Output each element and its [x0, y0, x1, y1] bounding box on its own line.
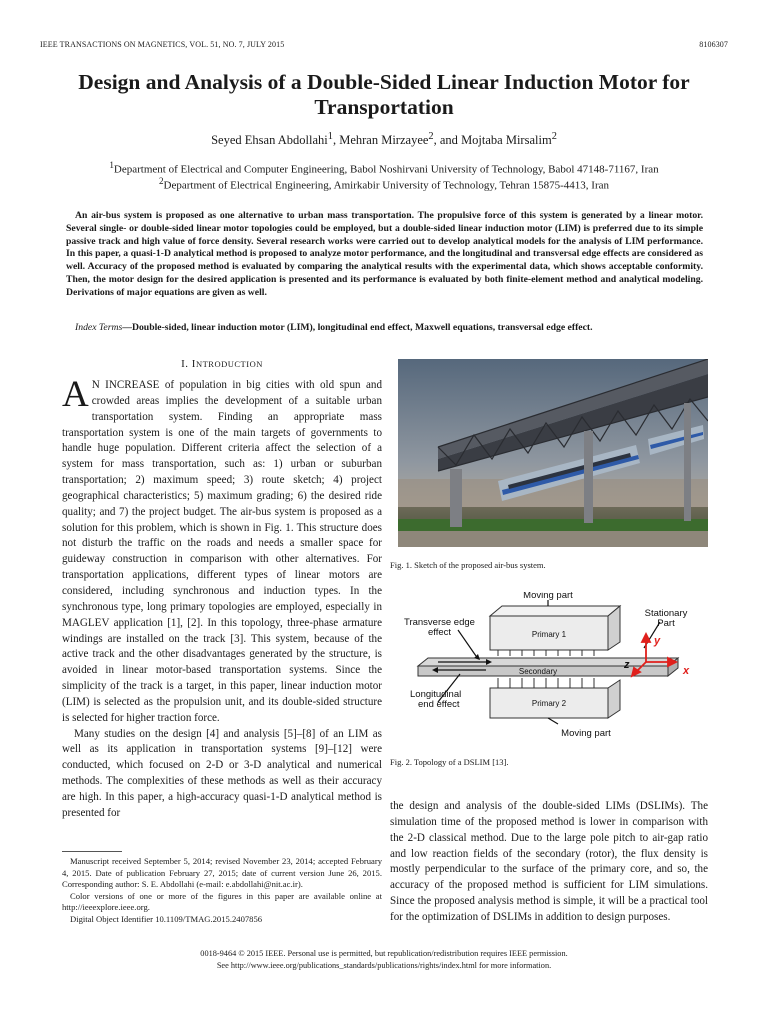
section-heading — [62, 358, 382, 370]
section-title: NTRODUCTION — [195, 359, 263, 369]
journal-header: IEEE TRANSACTIONS ON MAGNETICS, VOL. 51, NO. 7, JULY 2015 — [40, 40, 285, 49]
figure-1-caption: Fig. 1. Sketch of the proposed air-bus system. — [390, 560, 546, 570]
intro-paragraph-text: N INCREASE of population in big cities with old spun and crowded areas implies the development of a suitable urban transportation system. Finding an appropriate mass transportation system is one of the main targets of governments to handle huge population. Different criteria affect the selection of a system for mass transportation, such as: 1) urban or suburban transportation; 2) maximum speed; 3) route sketch; 4) project geographical characteristics; 5) maximum grading; 6) the desired ride quality; and 7) the project budget. The air-bus system is proposed as a solution for this problem, which is shown in Fig. 1. This structure does not disturb the traffic on the roads and needs a smaller space for guideway construction in comparison with other alternatives. For transportation applications, different types of linear motors are considered, including synchronous and induction types. In the synchronous type, long primary topologies are employed, especially in MAGLEV application [1], [2]. In this topology, three-phase armature windings are installed on the track [3]. This system, because of the active track and the other disadvantages generated by the structure, is avoided in linear motor-based transportation systems. Since the simplicity of the track is a target, in this paper, linear induction motor (LIM) is selected as the propulsion unit, and its double-sided structure is selected for higher traction force. — [62, 379, 382, 724]
right-column-paragraph: the design and analysis of the double-sided LIMs (DSLIMs). The simulation time of the proposed method is lower in comparison with the 2-D classical method. Due to the large pole pitch to air-gap ratio and low reaction fields of the secondary (rotor), the flux density is mostly perpendicular to the surface of the primary core, and so, the accuracy of the proposed method is sufficient for LIM simulations. Since the proposed analysis method is simple, it will be a practical tool for the optimization of DSLIMs in addition to design purposes. — [390, 800, 708, 923]
intro-paragraph — [62, 374, 382, 727]
left-column-body — [62, 374, 382, 822]
footnote-doi: Digital Object Identifier 10.1109/TMAG.2015.2407856 — [70, 913, 263, 924]
figure-2-diagram — [398, 592, 708, 742]
author-name: Mojtaba Mirsalim — [461, 133, 552, 148]
index-terms-text: —Double-sided, linear induction motor (LIM), longitudinal end effect, Maxwell equations, transversal edge effect. — [122, 322, 593, 333]
drop-cap: A — [62, 374, 89, 415]
affiliation-mark: 2 — [158, 176, 164, 186]
figure-2-caption: Fig. 2. Topology of a DSLIM [13]. — [390, 757, 509, 767]
author-separator: , and — [433, 133, 462, 148]
air-bus-illustration — [398, 359, 708, 547]
figure-1-image — [398, 359, 708, 547]
copyright-link-line: See http://www.ieee.org/publications_standards/publications/rights/index.html for more information. — [216, 961, 552, 970]
footnote-rule — [62, 851, 122, 852]
affiliation — [40, 160, 728, 176]
dslim-topology — [398, 592, 708, 742]
label-moving-part-bottom: Moving part — [561, 728, 611, 739]
axis-z-label: z — [624, 659, 630, 671]
author-separator: , — [332, 133, 340, 148]
body-paragraph: Many studies on the design [4] and analysis [5]–[8] of an LIM as well as its application in transportation systems [9]–[12] were conducted, which focused on 2-D or 3-D analytical and numerical methods. The complexities of these methods as well as their accuracy are high. In this paper, a high-accuracy quasi-1-D analytical method is presented for — [62, 727, 382, 819]
affiliation-text: Department of Electrical Engineering, Amirkabir University of Technology, Tehran 15875-4413, Iran — [163, 179, 610, 192]
author-name: Seyed Ehsan Abdollahi — [211, 133, 328, 148]
label-stationary: Stationary — [644, 608, 688, 619]
label-longitudinal: Longitudinal — [410, 689, 462, 700]
index-terms-label: Index Terms — [75, 322, 123, 333]
axis-x-label: x — [683, 665, 690, 677]
index-terms — [66, 322, 703, 333]
label-primary-1: Primary 1 — [531, 630, 567, 639]
copyright-notice — [40, 948, 728, 972]
author-affiliation-mark: 1 — [327, 131, 333, 142]
page-number: 8106307 — [699, 40, 728, 49]
affiliation-mark: 1 — [109, 160, 114, 170]
author-affiliation-mark: 2 — [551, 131, 557, 142]
label-transverse-edge: Transverse edge — [404, 617, 475, 628]
section-number: I. I — [181, 358, 196, 370]
label-end-effect: end effect — [418, 699, 460, 710]
footnote-color: Color versions of one or more of the figures in this paper are available online at http://ieeexplore.ieee.org. — [62, 890, 382, 912]
axis-y-label: y — [654, 635, 661, 647]
label-transverse-effect: effect — [428, 627, 452, 638]
author-list — [40, 131, 728, 148]
footnote-manuscript: Manuscript received September 5, 2014; revised November 23, 2014; accepted February 4, 2015. Date of publication February 27, 2015; date of current version June 26, 2015. Corresponding author: S. E. Abdollahi (e-mail: e.abdollahi@nit.ac.ir). — [62, 856, 382, 889]
label-secondary: Secondary — [518, 667, 558, 676]
paper-title: Design and Analysis of a Double-Sided Linear Induction Motor for Transportation — [78, 70, 690, 119]
author-affiliation-mark: 2 — [428, 131, 434, 142]
label-stationary-part: Part — [657, 618, 675, 629]
footnotes — [62, 856, 382, 925]
affiliation — [40, 176, 728, 192]
copyright-line: 0018-9464 © 2015 IEEE. Personal use is permitted, but republication/redistribution requires IEEE permission. — [200, 949, 568, 958]
author-name: Mehran Mirzayee — [339, 133, 429, 148]
affiliation-text: Department of Electrical and Computer Engineering, Babol Noshirvani University of Technology, Babol 47148-71167, Iran — [113, 163, 659, 176]
label-moving-part-top: Moving part — [523, 592, 573, 601]
abstract: An air-bus system is proposed as one alternative to urban mass transportation. The propulsive force of this system is generated by a linear motor. Several single- or double-sided linear motor topologies could be employed, but a double-sided linear induction motor (LIM) is preferred due to its simple passive track and high value of force density. Several research works were carried out to develop analytical models for the analysis of LIM performance. In this paper, a quasi-1-D analytical method is proposed to analyze motor performance, and the longitudinal and transversal edge effects are considered as well. Accuracy of the proposed method is evaluated by comparing the analytical results with the experimental data, which shows acceptable conformity. Then, the motor design for the desired application is presented and its performance is evaluated by both finite-element method and analytical modeling. Derivations of major equations are given as well. — [66, 210, 703, 298]
label-primary-2: Primary 2 — [531, 699, 567, 708]
